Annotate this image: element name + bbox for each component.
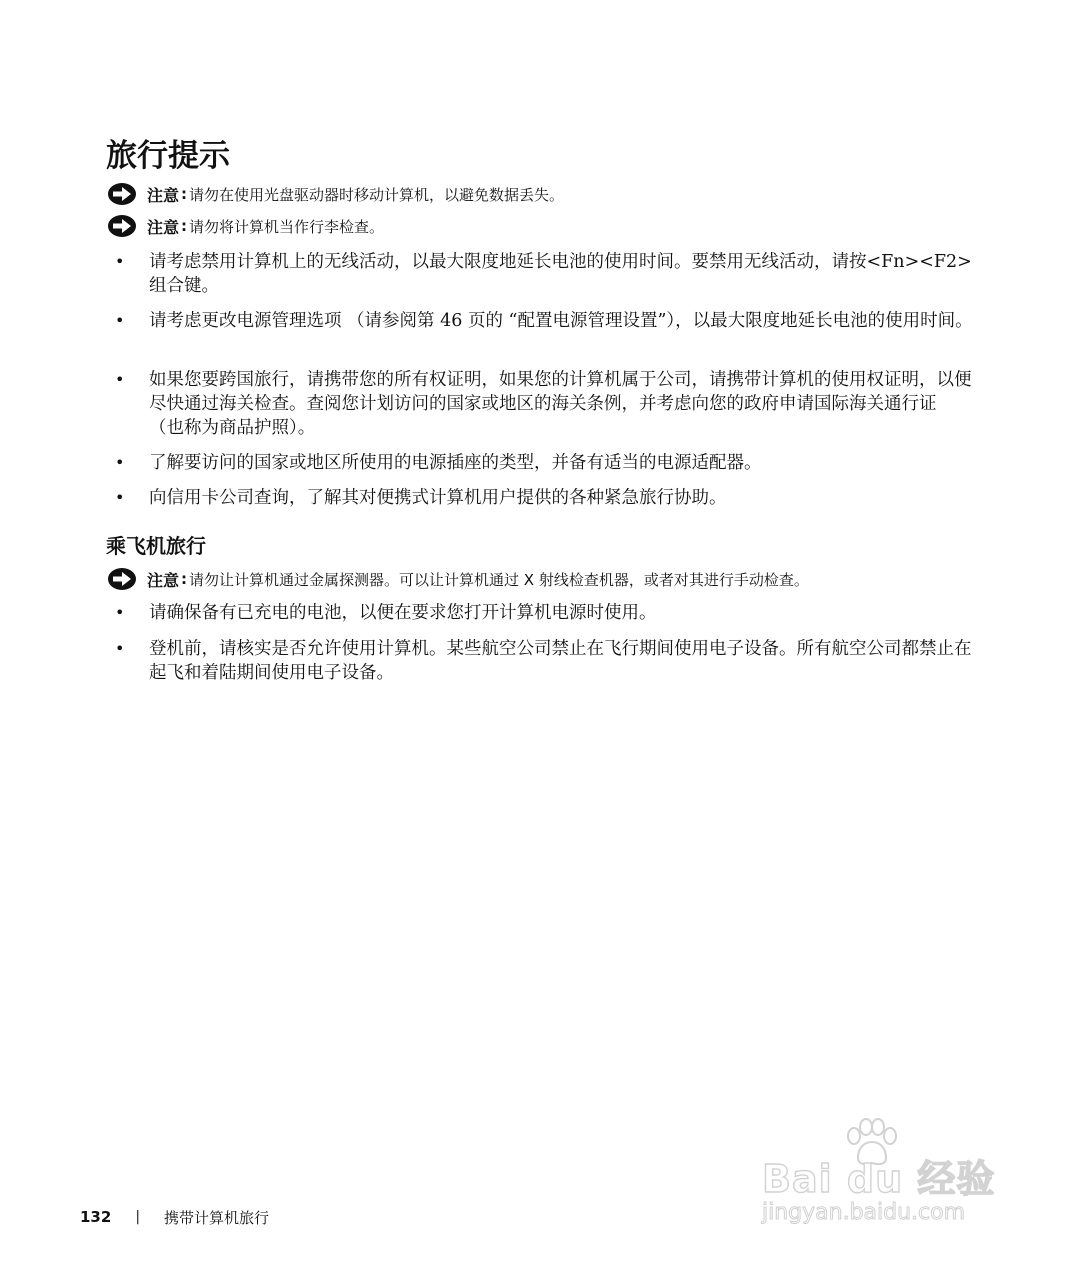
footer-section-title: 携带计算机旅行 (164, 1208, 270, 1227)
list-item (115, 451, 975, 475)
list-item (115, 601, 975, 625)
page-title: 旅行提示 (106, 138, 230, 174)
bullet-marker: • (115, 639, 125, 658)
list-item-text: 请确保备有已充电的电池，以便在要求您打开计算机电源时使用。 (149, 603, 657, 623)
bullet-marker: • (115, 311, 125, 330)
notice-colon: : (181, 217, 188, 235)
notice-text: 请勿将计算机当作行李检查。 (189, 217, 385, 236)
notice-callout (107, 212, 987, 240)
list-item-text: 请考虑更改电源管理选项 （请参阅第 46 页的 “配置电源管理设置”），以最大限度地延长电池的使用时间。 (149, 311, 973, 331)
list-item (115, 637, 975, 685)
footer-separator: | (135, 1209, 141, 1225)
notice-arrow-icon (107, 214, 137, 238)
notice-label: 注意 (147, 185, 180, 205)
list-item-text: 如果您要跨国旅行，请携带您的所有权证明，如果您的计算机属于公司，请携带计算机的使用权证明，以便尽快通过海关检查。查阅您计划访问的国家或地区的海关条例，并考虑向您的政府申请国际海关通行证 （也称为商品护照）。 (149, 370, 972, 438)
notice-label: 注意 (147, 570, 180, 590)
notice-colon: : (181, 185, 188, 203)
bullet-marker: • (115, 370, 125, 389)
page-footer (80, 1205, 269, 1229)
list-item-text: 了解要访问的国家或地区所使用的电源插座的类型，并备有适当的电源适配器。 (149, 453, 762, 473)
notice-text: 请勿让计算机通过金属探测器。可以让计算机通过 X 射线检查机器，或者对其进行手动检查。 (189, 570, 809, 589)
bullet-marker: • (115, 453, 125, 472)
notice-callout (107, 180, 987, 208)
list-item (115, 309, 975, 333)
bullet-marker: • (115, 488, 125, 507)
list-item (115, 250, 975, 298)
notice-arrow-icon (107, 567, 137, 591)
notice-arrow-icon (107, 182, 137, 206)
page-number: 132 (80, 1208, 112, 1226)
watermark-brand: Bai du 经验 (762, 1157, 996, 1201)
notice-callout (107, 565, 987, 593)
bullet-marker: • (115, 603, 125, 622)
notice-label: 注意 (147, 217, 180, 237)
watermark-url: jingyan.baidu.com (762, 1200, 966, 1225)
bullet-marker: • (115, 252, 125, 271)
list-item (115, 368, 975, 440)
baidu-jingyan-watermark (740, 1118, 1020, 1228)
notice-colon: : (181, 570, 188, 588)
notice-text: 请勿在使用光盘驱动器时移动计算机，以避免数据丢失。 (189, 185, 565, 204)
list-item-text: 登机前，请核实是否允许使用计算机。某些航空公司禁止在飞行期间使用电子设备。所有航空公司都禁止在起飞和着陆期间使用电子设备。 (149, 639, 972, 683)
list-item (115, 486, 975, 510)
list-item-text: 向信用卡公司查询，了解其对便携式计算机用户提供的各种紧急旅行协助。 (149, 488, 727, 508)
list-item-text: 请考虑禁用计算机上的无线活动，以最大限度地延长电池的使用时间。要禁用无线活动，请按<Fn><F2> 组合键。 (149, 252, 972, 296)
section-subtitle: 乘飞机旅行 (106, 534, 206, 558)
